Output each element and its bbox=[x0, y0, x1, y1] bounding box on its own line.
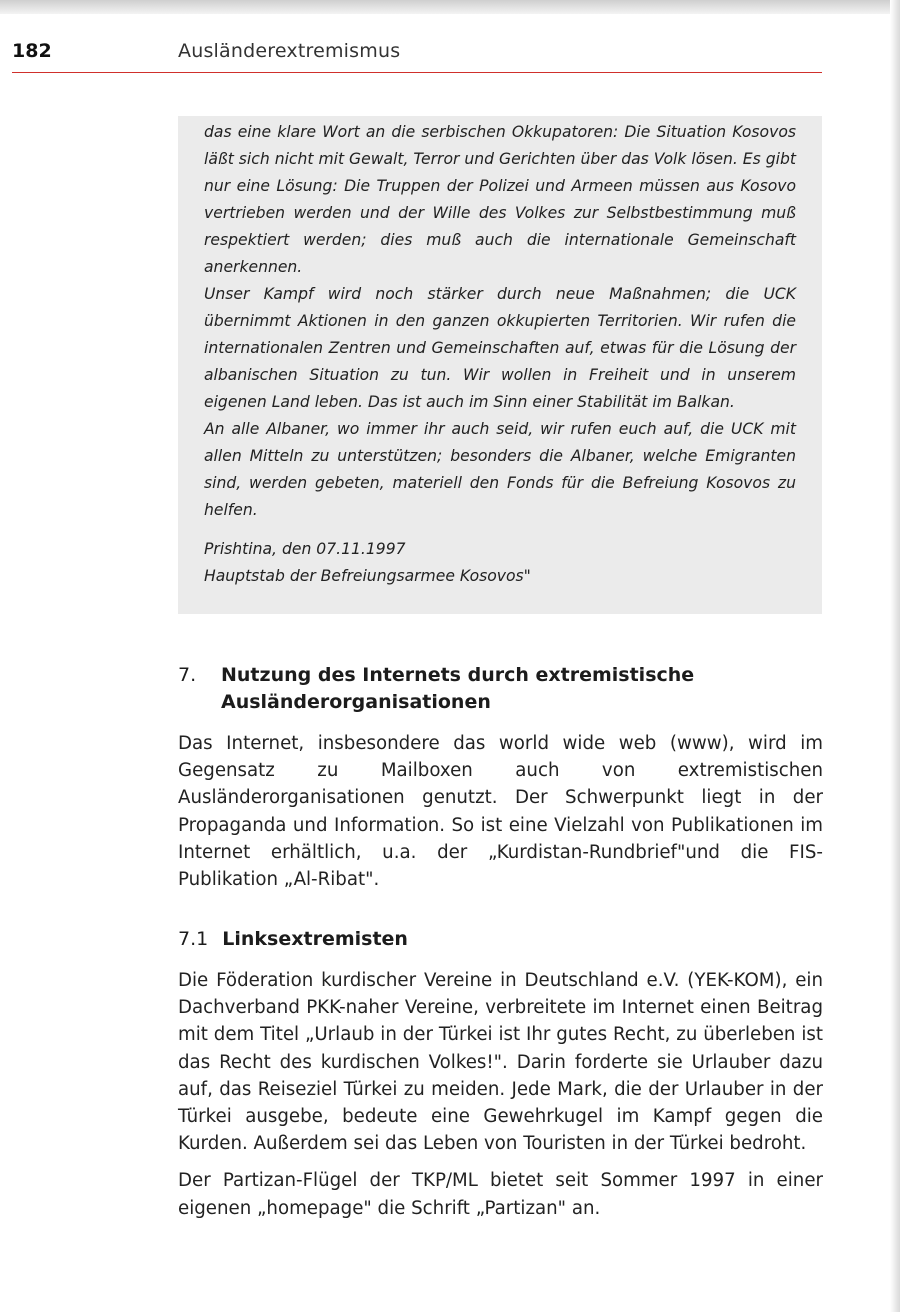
quote-sender: Hauptstab der Befreiungsarmee Kosovos" bbox=[204, 567, 531, 585]
subsection-title: Linksextremisten bbox=[222, 928, 408, 950]
body-paragraph: Das Internet, insbesondere das world wide web (www), wird im Gegensatz zu Mailboxen auch von extremistischen Ausländerorganisationen genutzt. Der Schwerpunkt liegt in der Propaganda und Information. So ist eine Vielzahl von Publikationen im Internet erhältlich, u.a. der „Kurdistan-Rundbrief"und die FIS-Publikation „Al-Ribat". bbox=[178, 733, 823, 891]
section-7-body bbox=[178, 730, 823, 893]
section-title-line-2: Ausländerorganisationen bbox=[221, 691, 491, 713]
page-number: 182 bbox=[12, 40, 52, 62]
quote-paragraph: das eine klare Wort an die serbischen Okkupatoren: Die Situation Kosovos läßt sich nicht mit Gewalt, Terror und Gerichten über das Volk lösen. Es gibt nur eine Lösung: Die Truppen der Polizei und Armeen müssen aus Kosovo vertrieben werden und der Wille des Volkes zur Selbstbestimmung muß respektiert werden; dies muß auch die internationale Gemeinschaft anerkennen. bbox=[204, 123, 796, 276]
section-title-line-1: Nutzung des Internets durch extremistische bbox=[221, 664, 695, 686]
body-paragraph: Die Föderation kurdischer Vereine in Deutschland e.V. (YEK-KOM), ein Dachverband PKK-naher Vereine, verbreitete im Internet einen Beitrag mit dem Titel „Urlaub in der Türkei ist Ihr gutes Recht, zu überleben ist das Recht des kurdischen Volkes!". Darin forderte sie Urlauber dazu auf, das Reiseziel Türkei zu meiden. Jede Mark, die der Urlauber in der Türkei ausgebe, bedeute eine Gewehrkugel im Kampf gegen die Kurden. Außerdem sei das Leben von Touristen in der Türkei bedroht. bbox=[178, 970, 823, 1155]
quote-paragraph: An alle Albaner, wo immer ihr auch seid, wir rufen euch auf, die UCK mit allen Mitteln zu unterstützen; besonders die Albaner, welche Emigranten sind, werden gebeten, materiell den Fonds für die Befreiung Kosovos zu helfen. bbox=[204, 420, 796, 519]
subsection-number: 7.1 bbox=[178, 928, 209, 950]
quoted-statement-box bbox=[178, 116, 822, 614]
quote-signature bbox=[204, 536, 796, 590]
page-header bbox=[12, 40, 822, 73]
section-number: 7. bbox=[178, 664, 197, 686]
section-heading-7 bbox=[178, 662, 818, 716]
body-paragraph: Der Partizan-Flügel der TKP/ML bietet seit Sommer 1997 in einer eigenen „homepage" die Schrift „Partizan" an. bbox=[178, 1170, 823, 1219]
section-7-1-body bbox=[178, 967, 823, 1222]
quote-place-date: Prishtina, den 07.11.1997 bbox=[204, 540, 406, 558]
running-title: Ausländerextremismus bbox=[178, 40, 401, 62]
subsection-heading-7-1 bbox=[178, 926, 408, 953]
quote-paragraph: Unser Kampf wird noch stärker durch neue Maßnahmen; die UCK übernimmt Aktionen in den ganzen okkupierten Territorien. Wir rufen die internationalen Zentren und Gemeinschaften auf, etwas für die Lösung der albanischen Situation zu tun. Wir wollen in Freiheit und in unserem eigenen Land leben. Das ist auch im Sinn einer Stabilität im Balkan. bbox=[204, 285, 796, 411]
